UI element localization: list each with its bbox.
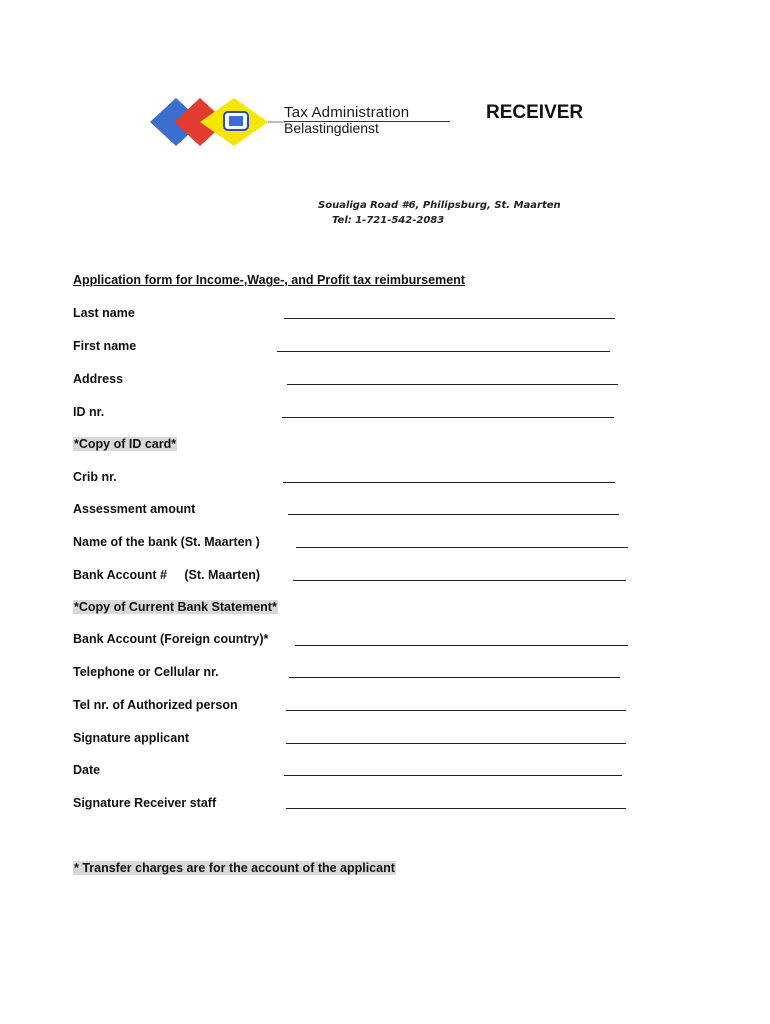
field-label-bank-name: Name of the bank (St. Maarten ) [73, 535, 260, 549]
org-name-english: Tax Administration [284, 104, 410, 121]
field-line-crib-nr[interactable] [283, 482, 615, 483]
field-line-date[interactable] [284, 775, 622, 776]
field-line-authorized-person-tel[interactable] [286, 710, 626, 711]
field-label-last-name: Last name [73, 306, 135, 320]
field-line-signature-receiver-staff[interactable] [286, 808, 626, 809]
field-label-telephone: Telephone or Cellular nr. [73, 665, 219, 679]
field-label-signature-applicant: Signature applicant [73, 731, 189, 745]
field-line-assessment-amount[interactable] [288, 514, 619, 515]
field-line-last-name[interactable] [284, 318, 615, 319]
field-label-foreign-bank-account: Bank Account (Foreign country)* [73, 632, 269, 646]
field-line-telephone[interactable] [289, 677, 620, 678]
field-label-date: Date [73, 763, 101, 777]
field-label-address: Address [73, 372, 124, 386]
org-name-dutch: Belastingdienst [284, 120, 379, 136]
field-line-address[interactable] [287, 384, 618, 385]
note-copy-id-card: *Copy of ID card* [74, 437, 177, 451]
field-label-signature-receiver-staff: Signature Receiver staff [73, 796, 217, 810]
field-label-crib-nr: Crib nr. [73, 470, 117, 484]
receiver-heading: RECEIVER [486, 102, 584, 123]
field-line-bank-name[interactable] [296, 547, 628, 548]
telephone-line: Tel: 1-721-542-2083 [332, 215, 445, 226]
note-copy-bank-statement: *Copy of Current Bank Statement* [74, 600, 277, 614]
field-label-bank-account: Bank Account # (St. Maarten) [73, 568, 261, 582]
field-line-first-name[interactable] [277, 351, 610, 352]
field-line-id-nr[interactable] [282, 417, 614, 418]
form-title: Application form for Income-,Wage-, and Profit tax reimbursement [73, 273, 465, 287]
field-label-authorized-person-tel: Tel nr. of Authorized person [73, 698, 238, 712]
field-label-assessment-amount: Assessment amount [73, 502, 196, 516]
tax-administration-logo [150, 98, 285, 146]
address-line: Soualiga Road #6, Philipsburg, St. Maarten [318, 200, 561, 211]
field-line-foreign-bank-account[interactable] [295, 645, 628, 646]
field-label-first-name: First name [73, 339, 137, 353]
field-line-signature-applicant[interactable] [286, 743, 626, 744]
field-line-bank-account[interactable] [293, 580, 626, 581]
transfer-charges-footnote: * Transfer charges are for the account of the applicant [74, 861, 395, 875]
field-label-id-nr: ID nr. [73, 405, 105, 419]
